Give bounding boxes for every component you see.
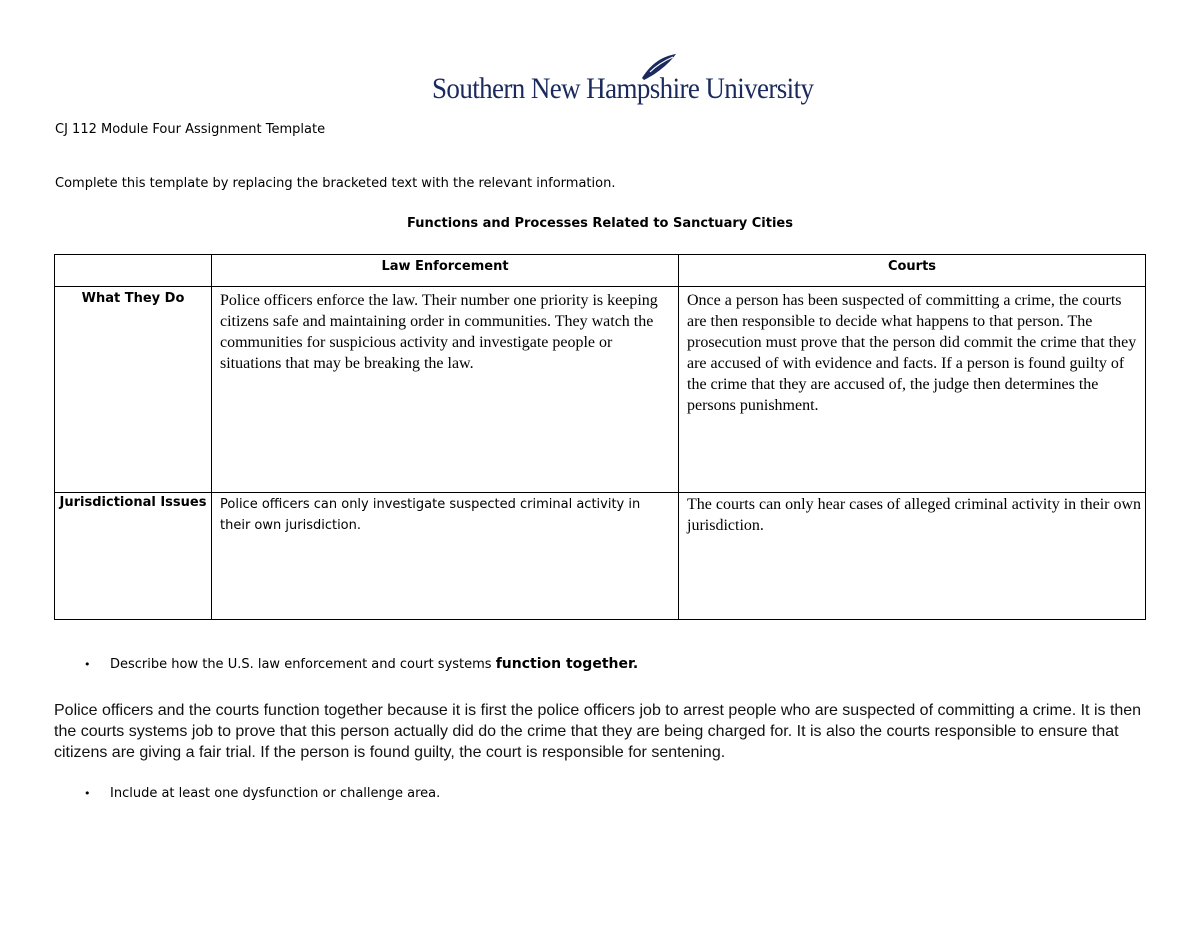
instructions-text: Complete this template by replacing the bracketed text with the relevant information.: [55, 176, 616, 191]
cell-courts-what-they-do: Once a person has been suspected of committing a crime, the courts are then responsible to decide what happens to that person. The prosecution must prove that the person did commit the crime that they are accused of with evidence and facts. If a person is found guilty of the crime that they are accused of, the judge then determines the persons punishment.: [687, 292, 1137, 414]
answer-paragraph: Police officers and the courts function together because it is first the police officers job to arrest people who are suspected of committing a crime. It is then the courts systems job to prove that this person actually did do the crime that they are being charged for. It is also the courts responsible to ensure that citizens are giving a fair trial. If the person is found guilty, the court is responsible for sentening.: [54, 702, 1142, 761]
row-divider: [55, 492, 1145, 493]
column-header-courts: Courts: [887, 259, 937, 274]
cell-law-enforcement-what-they-do: Police officers enforce the law. Their number one priority is keeping citizens safe and maintaining order in communities. They watch the communities for suspicious activity and investigate people or situations that may be breaking the law.: [220, 292, 658, 372]
table-title: Functions and Processes Related to Sanctuary Cities: [407, 216, 793, 231]
cell-tick: [201, 286, 209, 287]
cell-tick: [1137, 286, 1145, 287]
bullet-item: [84, 786, 440, 801]
bullet-item: [84, 656, 638, 672]
bullet-marker: •: [84, 787, 91, 800]
assignment-title: CJ 112 Module Four Assignment Template: [55, 122, 326, 137]
row-header-jurisdictional-issues: Jurisdictional Issues: [59, 495, 207, 510]
cell-law-enforcement-jurisdictional: Police officers can only investigate suspected criminal activity in their own jurisdiction.: [220, 497, 641, 533]
column-divider: [211, 255, 212, 619]
cell-courts-jurisdictional: The courts can only hear cases of alleged criminal activity in their own jurisdiction.: [687, 496, 1142, 534]
row-header-what-they-do: What They Do: [81, 291, 185, 306]
bullet-text: Describe how the U.S. law enforcement and court systems: [110, 657, 496, 672]
bullet-text: Include at least one dysfunction or challenge area.: [110, 786, 441, 801]
functions-table: [54, 254, 1146, 620]
cell-tick: [681, 286, 689, 287]
university-logo: [432, 52, 814, 108]
cell-tick: [669, 286, 677, 287]
logo-text: Southern New Hampshire University: [432, 72, 814, 105]
column-divider: [678, 255, 679, 619]
bullet-emphasis: function together.: [495, 656, 639, 672]
column-header-law-enforcement: Law Enforcement: [381, 259, 509, 274]
bullet-marker: •: [84, 658, 91, 671]
cell-tick: [214, 286, 222, 287]
